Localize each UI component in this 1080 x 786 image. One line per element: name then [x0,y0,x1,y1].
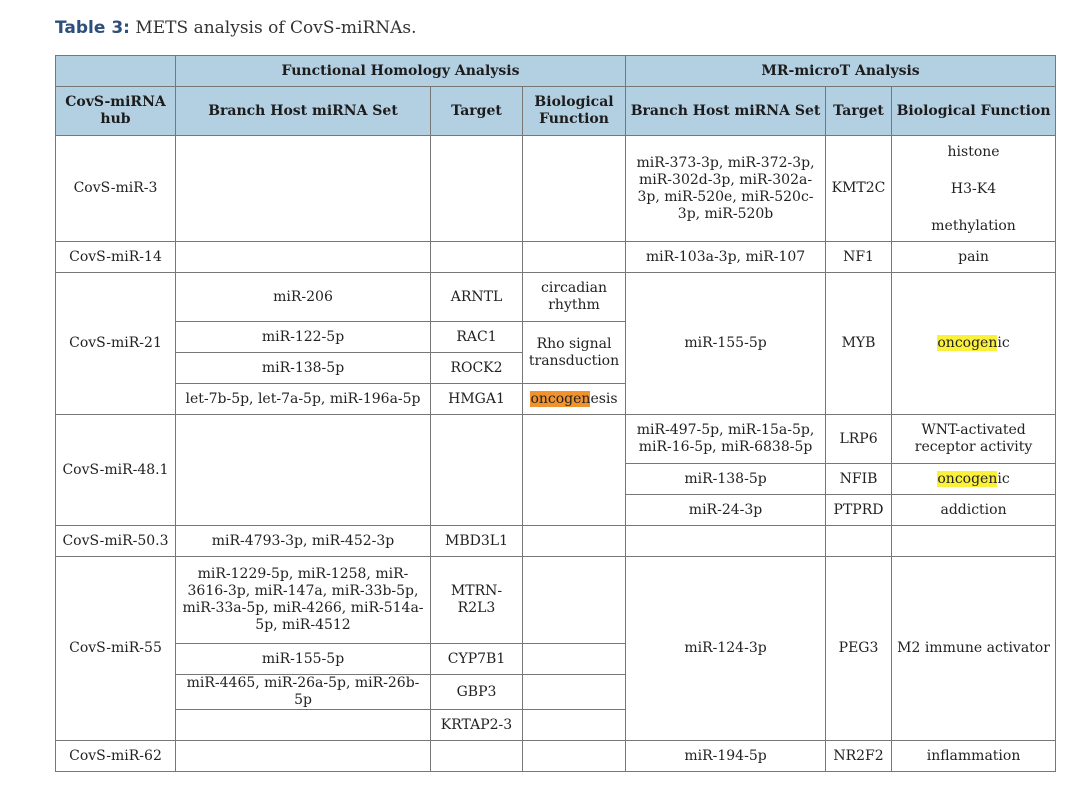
fh-target-cell: HMGA1 [431,384,523,415]
hub-cell: CovS-miR-55 [56,557,176,741]
table-row [56,136,1056,242]
hub-cell: CovS-miR-50.3 [56,526,176,557]
fh-branch-cell: miR-138-5p [176,353,431,384]
mr-target-cell: NR2F2 [826,741,892,772]
hub-cell: CovS-miR-62 [56,741,176,772]
fh-target-cell: CYP7B1 [431,644,523,675]
table-row [56,557,1056,644]
fh-target-cell: MTRN-R2L3 [431,557,523,644]
header-hub: CovS-miRNA hub [56,87,176,136]
fh-function-cell: Rho signal transduction [523,322,626,384]
fh-branch-cell: miR-4465, miR-26a-5p, miR-26b-5p [176,675,431,710]
caption-label: Table 3: [55,18,130,38]
mr-branch-cell: miR-138-5p [626,464,826,495]
highlighted-text: oncogen [937,335,998,351]
mr-target-cell: LRP6 [826,415,892,464]
mr-branch-cell: miR-497-5p, miR-15a-5p, miR-16-5p, miR-6838-5p [626,415,826,464]
caption-text: METS analysis of CovS-miRNAs. [135,18,417,38]
fh-target-cell: ARNTL [431,273,523,322]
mr-target-cell: PEG3 [826,557,892,741]
mr-branch-cell: miR-155-5p [626,273,826,415]
table-caption [55,18,417,38]
highlighted-text: oncogen [530,390,591,407]
mr-function-cell: addiction [892,495,1056,526]
mr-branch-cell: miR-124-3p [626,557,826,741]
fh-target-cell: GBP3 [431,675,523,710]
fh-branch-cell [176,710,431,741]
header-row-group [56,56,1056,87]
fh-branch-cell: let-7b-5p, let-7a-5p, miR-196a-5p [176,384,431,415]
mr-function-cell: pain [892,242,1056,273]
highlighted-text: oncogen [937,470,998,487]
fh-function-cell: circadian rhythm [523,273,626,322]
mr-target-cell: PTPRD [826,495,892,526]
fh-branch-cell: miR-155-5p [176,644,431,675]
header-row-columns [56,87,1056,136]
fh-branch-cell: miR-4793-3p, miR-452-3p [176,526,431,557]
table-row [56,741,1056,772]
table-row [56,242,1056,273]
table-row [56,526,1056,557]
header-functional-homology: Functional Homology Analysis [176,56,626,87]
header-fh-function: Biological Function [523,87,626,136]
hub-cell: CovS-miR-3 [56,136,176,242]
mr-target-cell: NFIB [826,464,892,495]
hub-cell: CovS-miR-21 [56,273,176,415]
fh-branch-cell: miR-206 [176,273,431,322]
header-fh-branch: Branch Host miRNA Set [176,87,431,136]
mr-function-line: H3-K4 [950,180,997,197]
mr-function-line: histone [947,143,1000,160]
mr-branch-cell: miR-103a-3p, miR-107 [626,242,826,273]
mr-function-cell: oncogenic [892,464,1056,495]
mr-target-cell: NF1 [826,242,892,273]
mr-function-cell: inflammation [892,741,1056,772]
fh-function-cell: oncogenesis [523,384,626,415]
fh-target-cell: RAC1 [431,322,523,353]
mr-target-cell: KMT2C [826,136,892,242]
header-mr-function: Biological Function [892,87,1056,136]
table-row [56,273,1056,322]
mr-branch-cell: miR-24-3p [626,495,826,526]
fh-target-cell: KRTAP2-3 [431,710,523,741]
mr-target-cell: MYB [826,273,892,415]
mr-function-cell: M2 immune activator [892,557,1056,741]
mr-branch-cell: miR-194-5p [626,741,826,772]
mr-function-cell: WNT-activated receptor activity [892,415,1056,464]
header-mr-microt: MR-microT Analysis [626,56,1056,87]
fh-branch-cell: miR-122-5p [176,322,431,353]
mr-function-line: methylation [931,217,1016,234]
mr-function-cell: oncogenic [892,273,1056,415]
hub-cell: CovS-miR-48.1 [56,415,176,526]
fh-target-cell: ROCK2 [431,353,523,384]
fh-target-cell: MBD3L1 [431,526,523,557]
mr-branch-cell: miR-373-3p, miR-372-3p, miR-302d-3p, miR-302a-3p, miR-520e, miR-520c-3p, miR-520b [626,136,826,242]
mets-table [55,55,1056,772]
header-mr-branch: Branch Host miRNA Set [626,87,826,136]
mr-function-cell [892,136,1056,242]
fh-branch-cell: miR-1229-5p, miR-1258, miR-3616-3p, miR-147a, miR-33b-5p, miR-33a-5p, miR-4266, miR-514a-5p, miR-4512 [176,557,431,644]
hub-cell: CovS-miR-14 [56,242,176,273]
header-blank [56,56,176,87]
header-fh-target: Target [431,87,523,136]
table-row [56,415,1056,464]
header-mr-target: Target [826,87,892,136]
